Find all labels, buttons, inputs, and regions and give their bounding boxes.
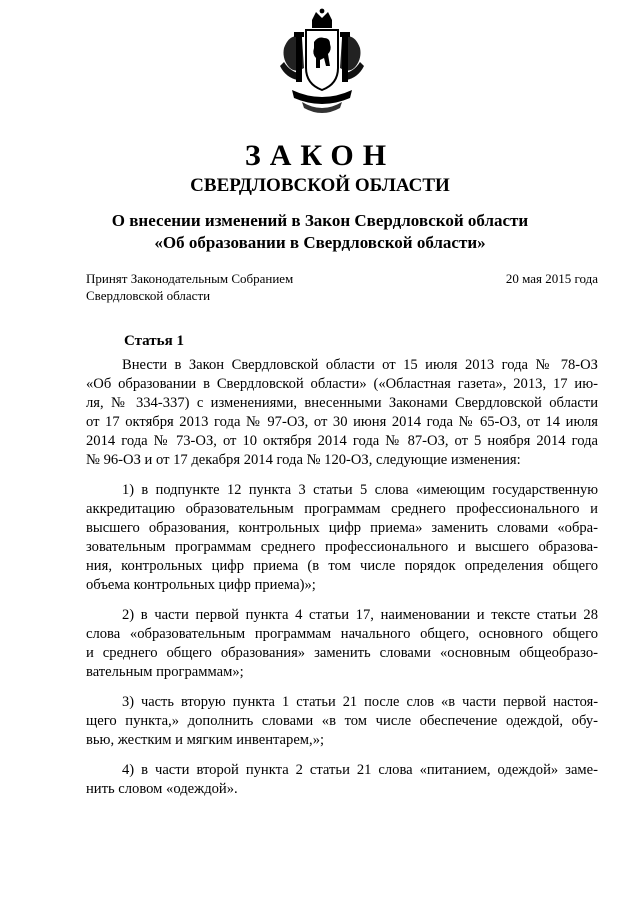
text-line: аккредитацию образовательным программам среднего профессионального и	[86, 501, 598, 517]
text-line: № 96-ОЗ и от 17 декабря 2014 года № 120-ОЗ, следующие изменения:	[86, 452, 521, 468]
text-line: щего пункта,» дополнить словами «в том числе обеспечение одеждой, обу-	[86, 713, 598, 729]
adoption-date: 20 мая 2015 года	[505, 271, 598, 286]
text-line: зовательным программам среднего профессионального и высшего образова-	[86, 539, 598, 555]
adopted-by-line: Свердловской области	[86, 288, 211, 303]
text-line: 2) в части первой пункта 4 статьи 17, наименовании и тексте статьи 28	[122, 607, 598, 623]
law-subtitle-line-2: «Об образовании в Свердловской области»	[154, 233, 486, 252]
text-line: 2014 года № 73-ОЗ, от 10 октября 2014 года № 87-ОЗ, от 5 ноября 2014 года	[86, 433, 598, 449]
text-line: слова «образовательным программам начального общего, основного общего	[86, 626, 598, 642]
text-line: Внести в Закон Свердловской области от 15 июля 2013 года № 78-ОЗ	[122, 357, 598, 373]
text-line: «Об образовании в Свердловской области» («Областная газета», 2013, 17 ию-	[86, 376, 598, 392]
paragraph	[86, 606, 598, 682]
text-line: 1) в подпункте 12 пункта 3 статьи 5 слова «имеющим государственную	[122, 482, 598, 498]
law-subtitle-line-1: О внесении изменений в Закон Свердловской области	[111, 211, 529, 230]
text-line: высшего образования, контрольных цифр приема» заменить словами «обра-	[86, 520, 598, 536]
article-body	[86, 356, 598, 810]
document-region-title: СВЕРДЛОВСКОЙ ОБЛАСТИ	[190, 175, 450, 196]
paragraph	[86, 481, 598, 595]
paragraph	[86, 356, 598, 470]
document-title: ЗАКОН	[244, 139, 396, 172]
text-line: и среднего общего образования» заменить словами «основным общеобразо-	[86, 645, 598, 661]
coat-of-arms-icon	[278, 8, 366, 120]
text-line: 3) часть вторую пункта 1 статьи 21 после слов «в части первой настоя-	[122, 694, 598, 710]
article-heading: Статья 1	[124, 333, 184, 349]
adopted-by	[86, 270, 293, 304]
paragraph	[86, 761, 598, 799]
text-line: вью, жестким и мягким инвентарем,»;	[86, 732, 325, 748]
paragraph	[86, 693, 598, 750]
adopted-by-line: Принят Законодательным Собранием	[86, 271, 294, 286]
text-line: объема контрольных цифр приема)»;	[86, 577, 316, 593]
text-line: ния, контрольных цифр приема (в том числе порядок определения общего	[86, 558, 598, 574]
text-line: вательным программам»;	[86, 664, 244, 680]
text-line: 4) в части второй пункта 2 статьи 21 слова «питанием, одеждой» заме-	[122, 762, 598, 778]
text-line: от 17 октября 2013 года № 97-ОЗ, от 30 июня 2014 года № 65-ОЗ, от 14 июля	[86, 414, 598, 430]
text-line: нить словом «одеждой».	[86, 781, 238, 797]
text-line: ля, № 334-337) с изменениями, внесенными Законами Свердловской области	[86, 395, 598, 411]
